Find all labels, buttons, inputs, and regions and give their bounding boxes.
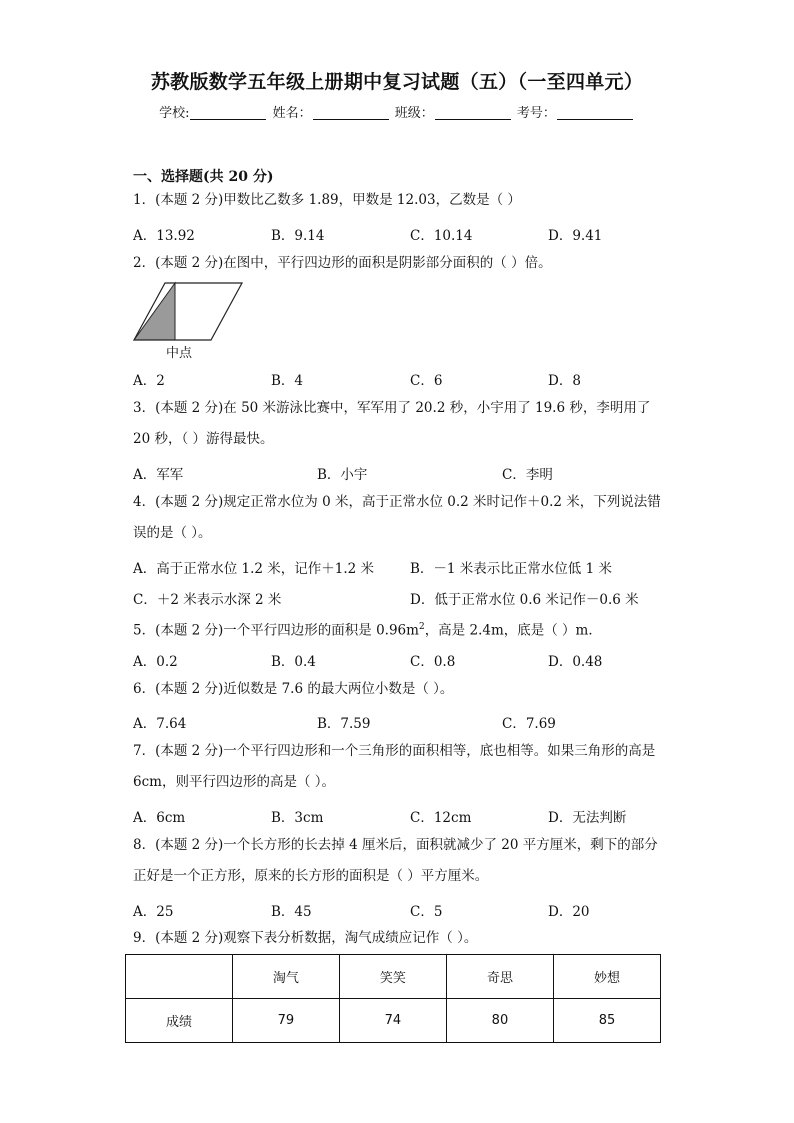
q1-option-d: D．9.41	[548, 228, 603, 244]
shaded-triangle	[134, 283, 175, 340]
table-cell: 80	[446, 999, 553, 1043]
q4-option-b: B．－1 米表示比正常水位低 1 米	[410, 561, 612, 577]
question-1-stem: 1．(本题 2 分)甲数比乙数多 1.89，甲数是 12.03，乙数是（ ）	[133, 192, 521, 208]
page-title: 苏教版数学五年级上册期中复习试题（五）（一至四单元）	[150, 71, 644, 93]
table-header-cell: 奇思	[446, 955, 553, 999]
q3-option-a: A．军军	[133, 467, 184, 483]
q8-option-b: B．45	[271, 904, 312, 920]
table-header-cell	[126, 955, 233, 999]
q7-option-a: A．6cm	[133, 810, 186, 826]
table-cell: 79	[232, 999, 339, 1043]
q6-option-a: A．7.64	[133, 716, 187, 732]
q8-option-c: C．5	[410, 904, 443, 920]
table-header-cell: 妙想	[553, 955, 660, 999]
score-table	[125, 954, 661, 1043]
exam-number-blank	[557, 105, 633, 120]
table-cell: 74	[339, 999, 446, 1043]
table-cell: 成绩	[126, 999, 233, 1043]
question-3-stem: 3．(本题 2 分)在 50 米游泳比赛中，军军用了 20.2 秒，小宇用了 19.6 秒，李明用了 20 秒，（ ）游得最快。	[133, 400, 651, 447]
q3-option-b: B．小宇	[317, 467, 368, 483]
school-label: 学校:	[159, 106, 190, 121]
q5-stem-part1: 5．(本题 2 分)一个平行四边形的面积是 0.96m	[133, 622, 419, 639]
table-header-row	[126, 955, 661, 999]
table-cell: 85	[553, 999, 660, 1043]
q6-option-b: B．7.59	[317, 716, 371, 732]
question-6-stem: 6．(本题 2 分)近似数是 7.6 的最大两位小数是（ ）。	[133, 681, 454, 697]
q2-option-b: B．4	[271, 373, 304, 389]
table-header-cell: 笑笑	[339, 955, 446, 999]
exam-number-label: 考号：	[516, 106, 556, 121]
student-info-line	[0, 102, 794, 121]
parallelogram-figure	[133, 281, 245, 343]
q3-option-c: C．李明	[502, 467, 553, 483]
q5-option-c: C．0.8	[410, 654, 456, 670]
q5-option-b: B．0.4	[271, 654, 316, 670]
section-heading: 一、选择题(共 20 分)	[133, 169, 274, 185]
q4-option-c: C．＋2 米表示水深 2 米	[133, 592, 282, 608]
q4-option-d: D．低于正常水位 0.6 米记作－0.6 米	[410, 592, 639, 608]
q5-superscript: 2	[418, 622, 425, 632]
q2-option-a: A．2	[133, 373, 165, 389]
q8-option-d: D．20	[548, 904, 590, 920]
question-9-stem: 9．(本题 2 分)观察下表分析数据，淘气成绩应记作（ ）。	[133, 930, 478, 946]
question-2-stem: 2．(本题 2 分)在图中，平行四边形的面积是阴影部分面积的（ ）倍。	[133, 255, 552, 271]
q8-option-a: A．25	[133, 904, 174, 920]
q1-option-c: C．10.14	[410, 228, 473, 244]
question-5-stem	[133, 612, 602, 647]
q5-option-a: A．0.2	[133, 654, 178, 670]
school-blank	[190, 105, 266, 120]
class-blank	[435, 105, 511, 120]
q7-option-b: B．3cm	[271, 810, 324, 826]
q2-option-d: D．8	[548, 373, 581, 389]
midpoint-label: 中点	[166, 346, 193, 361]
question-7-stem: 7．(本题 2 分)一个平行四边形和一个三角形的面积相等，底也相等。如果三角形的高是 6cm，则平行四边形的高是（ ）。	[133, 743, 656, 790]
name-blank	[313, 105, 389, 120]
q2-option-c: C．6	[410, 373, 443, 389]
question-4-stem: 4．(本题 2 分)规定正常水位为 0 米，高于正常水位 0.2 米时记作＋0.2 米，下列说法错误的是（ ）。	[133, 494, 661, 541]
q7-option-c: C．12cm	[410, 810, 472, 826]
question-8-stem: 8．(本题 2 分)一个长方形的长去掉 4 厘米后，面积就减少了 20 平方厘米，剩下的部分正好是一个正方形，原来的长方形的面积是（ ）平方厘米。	[133, 837, 658, 884]
name-label: 姓名：	[272, 106, 312, 121]
class-label: 班级：	[394, 106, 434, 121]
q1-option-b: B．9.14	[271, 228, 325, 244]
q5-stem-part2: ，高是 2.4m，底是（ ）m．	[424, 622, 602, 639]
table-row	[126, 999, 661, 1043]
table-header-cell: 淘气	[232, 955, 339, 999]
q4-option-a: A．高于正常水位 1.2 米，记作＋1.2 米	[133, 561, 375, 577]
q5-option-d: D．0.48	[548, 654, 603, 670]
q1-option-a: A．13.92	[133, 228, 195, 244]
q7-option-d: D．无法判断	[548, 810, 627, 826]
q6-option-c: C．7.69	[502, 716, 556, 732]
